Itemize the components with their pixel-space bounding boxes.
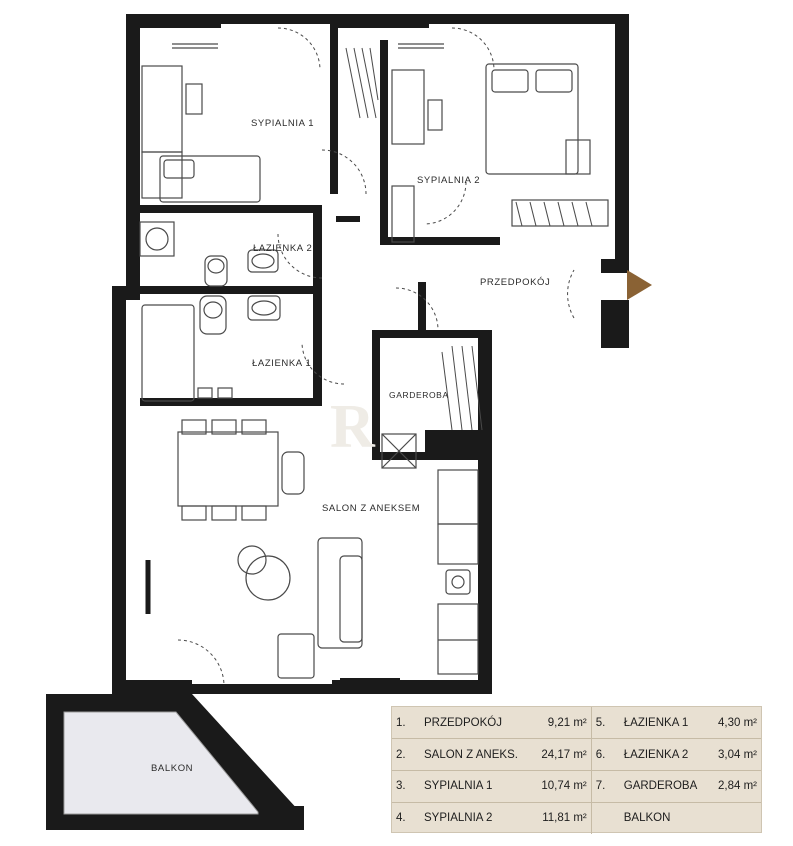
- legend-row: [392, 707, 761, 739]
- legend-left-num-3: 3.: [392, 770, 420, 802]
- legend-right-name-3: GARDEROBA: [620, 770, 710, 802]
- room-label-sypialnia-1: SYPIALNIA 1: [251, 118, 315, 129]
- legend-left-name-4: SYPIALNIA 2: [424, 812, 493, 825]
- legend-left-value-2: 24,17 m²: [532, 739, 591, 771]
- watermark: R: [330, 393, 381, 461]
- room-label-garderoba: GARDEROBA: [389, 390, 449, 400]
- legend-right-num-1: 5.: [591, 707, 620, 739]
- legend-right-name-2: ŁAZIENKA 2: [620, 739, 710, 771]
- room-label-lazienka-2: ŁAZIENKA 2: [253, 243, 313, 254]
- legend-left-value-3: 10,74 m²: [532, 770, 591, 802]
- legend-left-num-4: 4.: [396, 812, 406, 825]
- legend-row: [392, 770, 761, 802]
- legend-left-name-3: SYPIALNIA 1: [420, 770, 532, 802]
- legend-right-name-4: BALKON: [623, 812, 671, 825]
- legend-row: [392, 739, 761, 771]
- legend-right-num-2: 6.: [591, 739, 620, 771]
- legend-right-value-2: 3,04 m²: [709, 739, 761, 771]
- room-label-balkon: BALKON: [151, 763, 194, 774]
- legend-left-value-1: 9,21 m²: [532, 707, 591, 739]
- legend-right-name-1: ŁAZIENKA 1: [620, 707, 710, 739]
- legend-right-num-4: [591, 802, 620, 834]
- room-label-sypialnia-2: SYPIALNIA 2: [417, 175, 481, 186]
- entrance-arrow-icon: [627, 270, 652, 300]
- legend-right-value-1: 4,30 m²: [709, 707, 761, 739]
- legend-right-value-4: [709, 802, 761, 834]
- legend-row: [392, 802, 761, 834]
- legend-left-num-1: 1.: [392, 707, 420, 739]
- legend-right-value-3: 2,84 m²: [709, 770, 761, 802]
- room-label-salon-z-aneksem: SALON Z ANEKSEM: [322, 503, 421, 514]
- room-label-lazienka-1: ŁAZIENKA 1: [252, 358, 312, 369]
- legend-left-num-2: 2.: [392, 739, 420, 771]
- legend-right-num-3: 7.: [591, 770, 620, 802]
- legend-left-name-1: PRZEDPOKÓJ: [420, 707, 532, 739]
- legend-left-value-4: 11,81 m²: [542, 812, 587, 825]
- room-label-przedpokoj: PRZEDPOKÓJ: [480, 277, 551, 288]
- area-legend: [391, 706, 762, 833]
- legend-left-name-2: SALON Z ANEKS.: [420, 739, 532, 771]
